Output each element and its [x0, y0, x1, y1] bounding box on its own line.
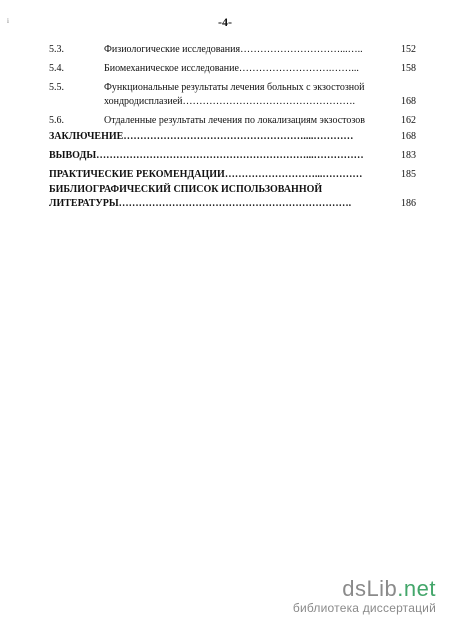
toc-entry-number: 5.5. [49, 82, 64, 93]
page-number: -4- [218, 15, 232, 29]
toc-entry-title-line2: хондродисплазией……………………………………………. [104, 96, 356, 107]
toc-entry-title-line1: Функциональные результаты лечения больных с экзостозной [104, 82, 365, 93]
watermark-logo-main: dsLib [342, 576, 398, 601]
watermark [293, 577, 436, 615]
watermark-subtitle: библиотека диссертаций [292, 601, 436, 615]
toc-entry-number: 5.4. [49, 63, 64, 74]
toc-entry-page: 185 [401, 169, 416, 180]
toc-entry-page: 152 [401, 44, 416, 55]
toc-entry-page: 186 [401, 198, 416, 209]
watermark-logo [293, 577, 436, 601]
toc-entry-title-line1: БИБЛИОГРАФИЧЕСКИЙ СПИСОК ИСПОЛЬЗОВАННОЙ [49, 184, 323, 195]
toc-entry-title-line2: ЛИТЕРАТУРЫ……………………………………………………………. [49, 198, 352, 209]
toc-entry-page: 183 [401, 150, 416, 161]
toc-entry-page: 168 [401, 96, 416, 107]
toc-entry-title: Отдаленные результаты лечения по локализациям экзостозов [104, 115, 365, 126]
toc-entry-title: Биомеханическое исследование……………………….……... [104, 63, 359, 74]
corner-mark: i [7, 17, 9, 25]
toc-entry-title: Физиологические исследования…………………………...….. [104, 44, 363, 55]
toc-entry-number: 5.6. [49, 115, 64, 126]
toc-entry-title: ЗАКЛЮЧЕНИЕ………………………………………………....………… [49, 131, 354, 142]
toc-entry-page: 158 [401, 63, 416, 74]
toc-entry-title: ПРАКТИЧЕСКИЕ РЕКОМЕНДАЦИИ………………………...………… [49, 169, 363, 180]
toc-entry-number: 5.3. [49, 44, 64, 55]
toc-entry-page: 162 [401, 115, 416, 126]
toc-entry-title: ВЫВОДЫ………………………………………………………...…………… [49, 150, 364, 161]
toc-entry-page: 168 [401, 131, 416, 142]
watermark-logo-accent: .net [397, 576, 436, 601]
